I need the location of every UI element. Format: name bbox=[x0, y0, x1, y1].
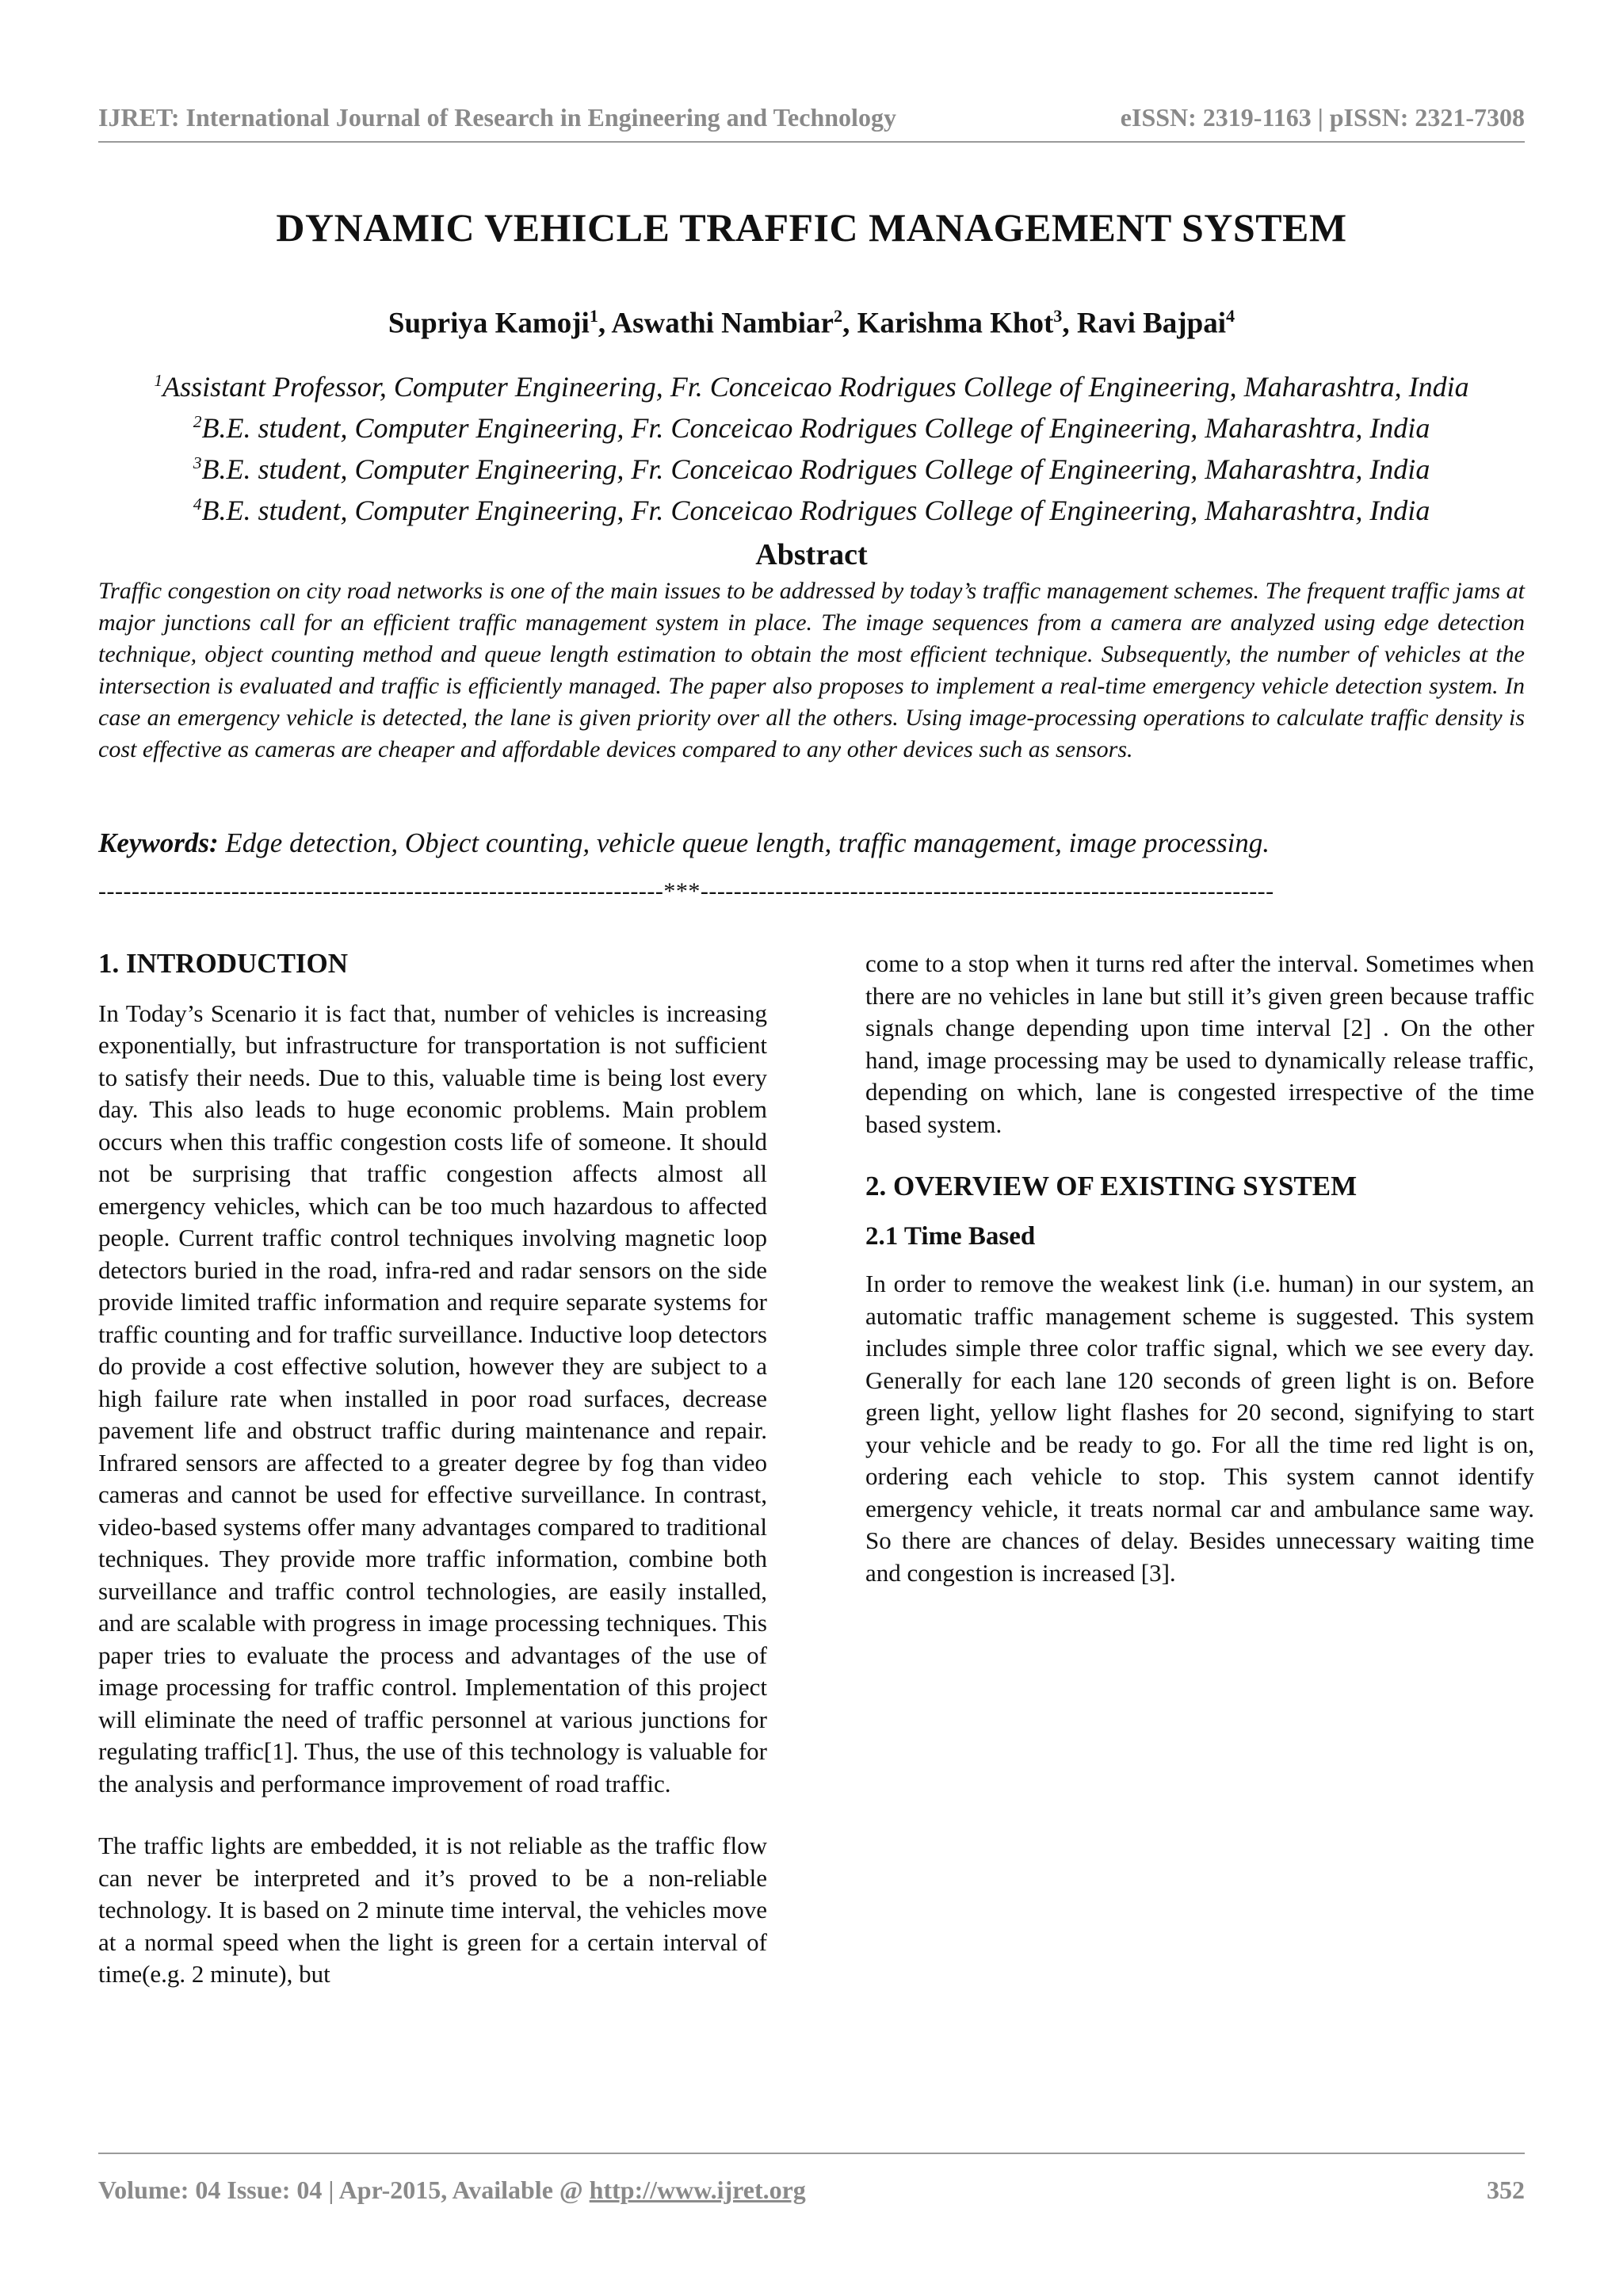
section-heading-introduction: 1. INTRODUCTION bbox=[98, 948, 349, 979]
paper-title: DYNAMIC VEHICLE TRAFFIC MANAGEMENT SYSTEM bbox=[276, 205, 1347, 250]
page-number: 352 bbox=[1487, 2175, 1525, 2204]
affiliation-text: B.E. student, Computer Engineering, Fr. Conceicao Rodrigues College of Engineering, Maharashtra, India bbox=[201, 412, 1430, 444]
affiliation bbox=[0, 363, 1623, 404]
author-name: Supriya Kamoji bbox=[388, 307, 590, 340]
author-sup: 4 bbox=[1225, 306, 1235, 326]
paragraph-continuation: come to a stop when it turns red after the interval. Sometimes when there are no vehicles in lane but still it’s given green because traffic signals change depending upon time interval [2] . On the other hand, image processing may be used to dynamically release traffic, depending on which, lane is congested irrespective of the time based system. bbox=[865, 949, 1534, 1138]
section-heading-existing-system: 2. OVERVIEW OF EXISTING SYSTEM bbox=[865, 1171, 1358, 1201]
author-name: Aswathi Nambiar bbox=[611, 307, 834, 340]
affiliation-text: Assistant Professor, Computer Engineering, Fr. Conceicao Rodrigues College of Engineering, Maharashtra, India bbox=[162, 371, 1469, 403]
abstract-body: Traffic congestion on city road networks is one of the main issues to be addressed by today’s traffic management schemes. The frequent traffic jams at major junctions call for an efficient traffic management system in place. The image sequences from a camera are analyzed using edge detection technique, object counting method and queue length estimation to obtain the most efficient technique. Subsequently, the number of vehicles at the intersection is evaluated and traffic is efficiently managed. The paper also proposes to implement a real-time emergency vehicle detection system. In case an emergency vehicle is detected, the lane is given priority over all the others. Using image-processing operations to calculate traffic density is cost effective as cameras are cheaper and affordable devices compared to any other devices such as sensors. bbox=[98, 578, 1525, 762]
author-sup: 1 bbox=[589, 306, 598, 326]
right-column bbox=[865, 948, 1534, 1619]
affiliation-text: B.E. student, Computer Engineering, Fr. Conceicao Rodrigues College of Engineering, Maharashtra, India bbox=[201, 453, 1430, 485]
running-footer bbox=[98, 2153, 1525, 2225]
subsection-heading-time-based: 2.1 Time Based bbox=[865, 1221, 1036, 1251]
running-header bbox=[98, 94, 1525, 143]
author-name: Karishma Khot bbox=[857, 307, 1054, 340]
author-sep: , bbox=[598, 307, 612, 340]
affiliation bbox=[0, 445, 1623, 487]
volume-text: Volume: 04 Issue: 04 | Apr-2015, Available @ bbox=[98, 2175, 590, 2204]
keywords bbox=[98, 827, 1525, 859]
author-sep: , bbox=[842, 307, 857, 340]
affiliations bbox=[0, 363, 1623, 528]
paragraph: The traffic lights are embedded, it is not reliable as the traffic flow can never be interpreted and it’s proved to be a non-reliable technology. It is based on 2 minute time interval, the vehicles move at a normal speed when the light is green for a certain interval of time(e.g. 2 minute), but bbox=[98, 1832, 767, 1988]
author-list bbox=[0, 306, 1623, 340]
author-sup: 3 bbox=[1053, 306, 1063, 326]
journal-link[interactable]: http://www.ijret.org bbox=[589, 2175, 806, 2204]
volume-info bbox=[98, 2176, 806, 2205]
keywords-text: Edge detection, Object counting, vehicle queue length, traffic management, image processing. bbox=[218, 827, 1270, 858]
abstract-heading: Abstract bbox=[755, 538, 868, 571]
affiliation-sup: 2 bbox=[193, 412, 202, 431]
author-sep: , bbox=[1062, 307, 1077, 340]
affiliation-sup: 3 bbox=[193, 453, 202, 472]
section-divider: --------------------------------------------------------------------***--------------------------------------------------------------------- bbox=[98, 878, 1274, 904]
keywords-label: Keywords: bbox=[98, 827, 219, 858]
paragraph: In Today’s Scenario it is fact that, number of vehicles is increasing exponentially, but infrastructure for transportation is not sufficient to satisfy their needs. Due to this, valuable time is being lost every day. This also leads to huge economic problems. Main problem occurs when this traffic congestion costs life of someone. It should not be surprising that traffic congestion affects almost all emergency vehicles, which can be too much hazardous to affected people. Current traffic control techniques involving magnetic loop detectors buried in the road, infra-red and radar sensors on the side provide limited traffic information and require separate systems for traffic counting and for traffic surveillance. Inductive loop detectors do provide a cost effective solution, however they are subject to a high failure rate when installed in poor road surfaces, decrease pavement life and obstruct traffic during maintenance and repair. Infrared sensors are affected to a greater degree by fog than video cameras and cannot be used for effective surveillance. In contrast, video-based systems offer many advantages compared to traditional techniques. They provide more traffic information, combine both surveillance and traffic control technologies, are easily installed, and are scalable with progress in image processing techniques. This paper tries to evaluate the process and advantages of the use of image processing for traffic control. Implementation of this project will eliminate the need of traffic personnel at various junctions for regulating traffic[1]. Thus, the use of this technology is valuable for the analysis and performance improvement of road traffic. bbox=[98, 999, 767, 1797]
affiliation-sup: 4 bbox=[193, 495, 202, 514]
paragraph: In order to remove the weakest link (i.e. human) in our system, an automatic traffic management scheme is suggested. This system includes simple three color traffic signal, which we see every day. Generally for each lane 120 seconds of green light is on. Before green light, yellow light flashes for 20 second, signifying to start your vehicle and be ready to go. For all the time red light is on, ordering each vehicle to stop. This system cannot identify emergency vehicle, it treats normal car and ambulance same way. So there are chances of delay. Besides unnecessary waiting time and congestion is increased [3]. bbox=[865, 1270, 1534, 1587]
issn: eISSN: 2319-1163 | pISSN: 2321-7308 bbox=[1120, 102, 1525, 132]
author-name: Ravi Bajpai bbox=[1076, 307, 1226, 340]
journal-name: IJRET: International Journal of Research in Engineering and Technology bbox=[98, 102, 896, 132]
left-column bbox=[98, 948, 767, 2021]
affiliation-text: B.E. student, Computer Engineering, Fr. Conceicao Rodrigues College of Engineering, Maharashtra, India bbox=[201, 495, 1430, 526]
author-sup: 2 bbox=[833, 306, 843, 326]
affiliation bbox=[0, 487, 1623, 528]
affiliation bbox=[0, 404, 1623, 445]
affiliation-sup: 1 bbox=[154, 371, 163, 390]
